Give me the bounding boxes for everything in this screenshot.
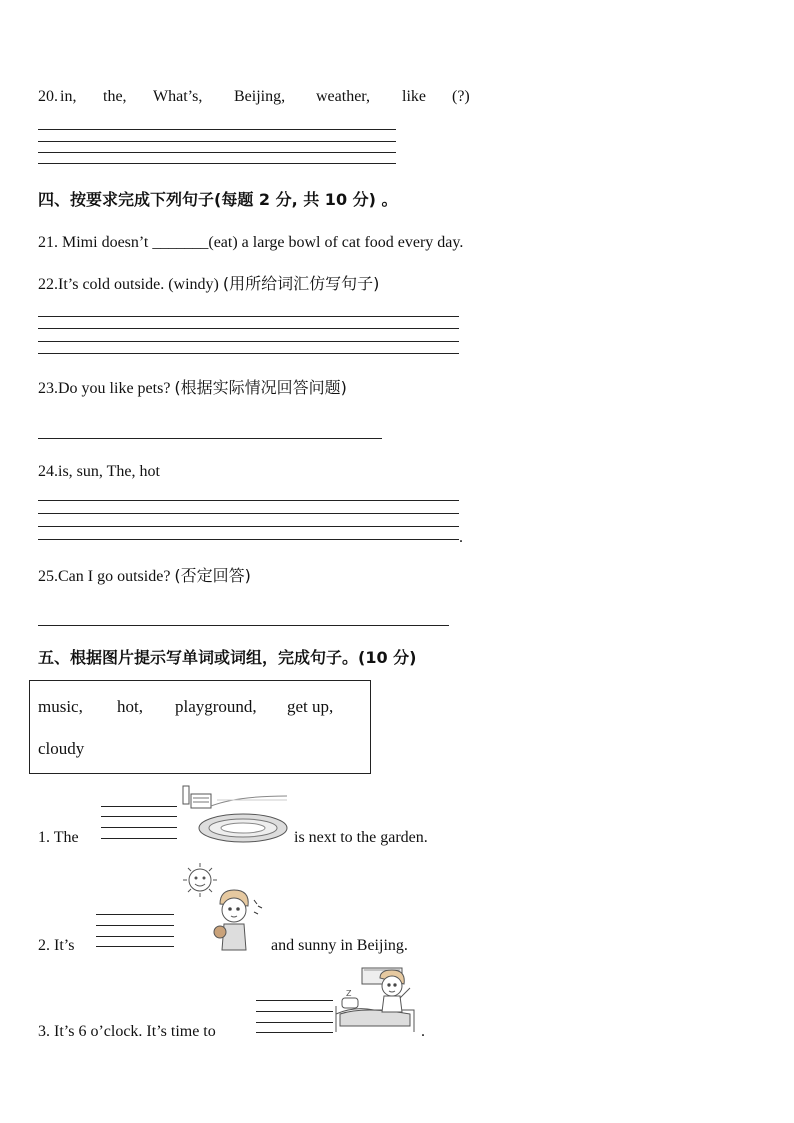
q24-end-mark: .	[459, 529, 463, 546]
get-up-icon	[334, 966, 420, 1036]
q20-word: Beijing,	[234, 88, 286, 105]
item3-before: 3. It’s 6 o’clock. It’s time to	[38, 1023, 216, 1040]
q22-prompt	[38, 276, 379, 293]
item1-after: is next to the garden.	[294, 829, 428, 846]
item2-after: and sunny in Beijing.	[271, 937, 408, 954]
q23-text: 23.Do you like pets?	[38, 380, 175, 397]
q25-text: 25.Can I go outside?	[38, 568, 175, 585]
item2-before: 2. It’s	[38, 937, 75, 954]
q22-hint: (用所给词汇仿写句子)	[222, 274, 380, 293]
q20-word: What’s,	[153, 88, 203, 105]
q25-answer-line[interactable]	[38, 625, 449, 626]
word-bank-item: cloudy	[38, 739, 85, 758]
word-bank-box	[29, 680, 371, 774]
q23-prompt	[38, 380, 347, 397]
section4-heading: 四、按要求完成下列句子(每题 2 分, 共 10 分) 。	[38, 190, 398, 209]
q21-sentence: 21. Mimi doesn’t _______(eat) a large bowl of cat food every day.	[38, 234, 464, 251]
svg-text:Z: Z	[346, 989, 352, 998]
section5-heading: 五、根据图片提示写单词或词组，完成句子。(10 分)	[38, 648, 417, 667]
word-bank-item: get up,	[287, 697, 334, 716]
word-bank-item: hot,	[117, 697, 143, 716]
q24-prompt: 24.is, sun, The, hot	[38, 463, 160, 480]
q23-answer-line[interactable]	[38, 438, 382, 439]
item3-after: .	[421, 1023, 425, 1040]
q23-hint: (根据实际情况回答问题)	[174, 378, 347, 397]
q25-hint: (否定回答)	[174, 566, 251, 585]
word-bank-item: music,	[38, 697, 83, 716]
playground-icon	[177, 784, 289, 846]
q20-word: in,	[60, 88, 77, 105]
word-bank-item: playground,	[175, 697, 257, 716]
q20-word: the,	[103, 88, 127, 105]
q20-number: 20.	[38, 88, 58, 105]
item1-before: 1. The	[38, 829, 79, 846]
q20-word: weather,	[316, 88, 370, 105]
q22-text: 22.It’s cold outside. (windy)	[38, 276, 223, 293]
q20-word: (?)	[452, 88, 470, 105]
q25-prompt	[38, 568, 251, 585]
q20-word: like	[402, 88, 426, 105]
sun-and-hot-boy-icon	[176, 860, 266, 952]
